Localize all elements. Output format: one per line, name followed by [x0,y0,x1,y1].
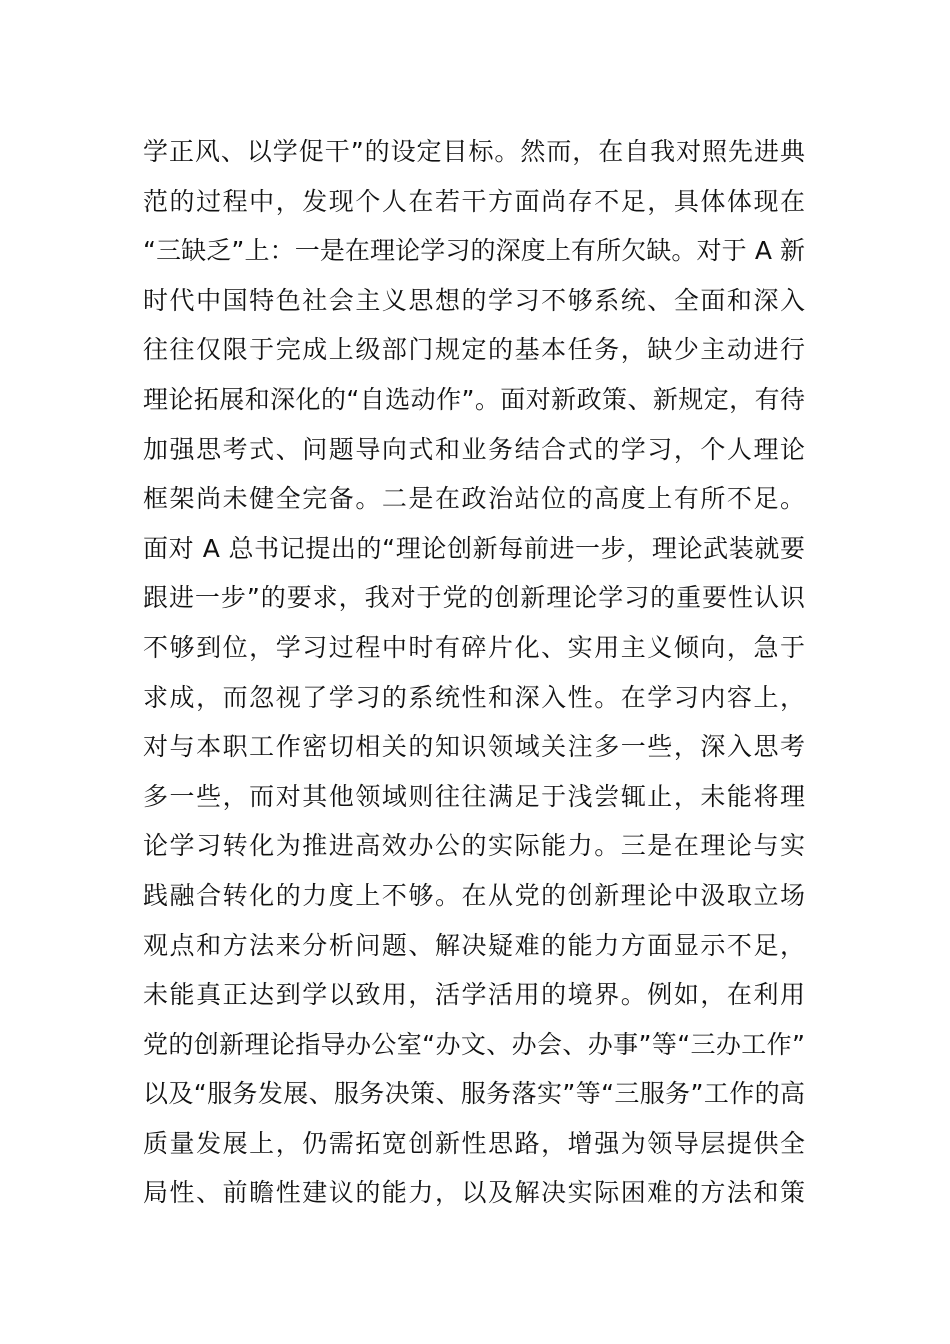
text-line-4: 时代中国特色社会主义思想的学习不够系统、全面和深入 [143,285,805,315]
text-line-13: 对与本职工作密切相关的知识领域关注多一些，深入思考 [143,732,805,762]
text-line-9: 面对 A 总书记提出的“理论创新每前进一步，理论武装就要 [143,533,805,563]
text-line-7: 加强思考式、问题导向式和业务结合式的学习，个人理论 [143,434,805,464]
text-line-22: 局性、前瞻性建议的能力，以及解决实际困难的方法和策 [143,1178,805,1208]
text-line-10: 跟进一步”的要求，我对于党的创新理论学习的重要性认识 [143,583,805,613]
text-line-1: 学正风、以学促干”的设定目标。然而，在自我对照先进典 [143,137,805,166]
body-paragraph [143,127,823,1218]
text-line-15: 论学习转化为推进高效办公的实际能力。三是在理论与实 [143,831,805,861]
text-line-16: 践融合转化的力度上不够。在从党的创新理论中汲取立场 [143,880,805,910]
text-line-2: 范的过程中，发现个人在若干方面尚存不足，具体体现在 [143,186,805,216]
text-line-21: 质量发展上，仍需拓宽创新性思路，增强为领导层提供全 [143,1128,805,1158]
text-line-18: 未能真正达到学以致用，活学活用的境界。例如，在利用 [143,980,805,1010]
text-line-11: 不够到位，学习过程中时有碎片化、实用主义倾向，急于 [143,632,805,662]
text-line-17: 观点和方法来分析问题、解决疑难的能力方面显示不足， [143,930,805,960]
text-line-3: “三缺乏”上：一是在理论学习的深度上有所欠缺。对于 A 新 [143,236,805,266]
text-line-8: 框架尚未健全完备。二是在政治站位的高度上有所不足。 [143,484,805,514]
text-line-6: 理论拓展和深化的“自选动作”。面对新政策、新规定，有待 [143,384,805,414]
text-line-19: 党的创新理论指导办公室“办文、办会、办事”等“三办工作” [143,1029,805,1059]
text-line-5: 往往仅限于完成上级部门规定的基本任务，缺少主动进行 [143,335,805,365]
text-line-20: 以及“服务发展、服务决策、服务落实”等“三服务”工作的高 [143,1079,805,1109]
text-line-12: 求成，而忽视了学习的系统性和深入性。在学习内容上， [143,682,805,712]
text-line-14: 多一些，而对其他领域则往往满足于浅尝辄止，未能将理 [143,781,805,811]
